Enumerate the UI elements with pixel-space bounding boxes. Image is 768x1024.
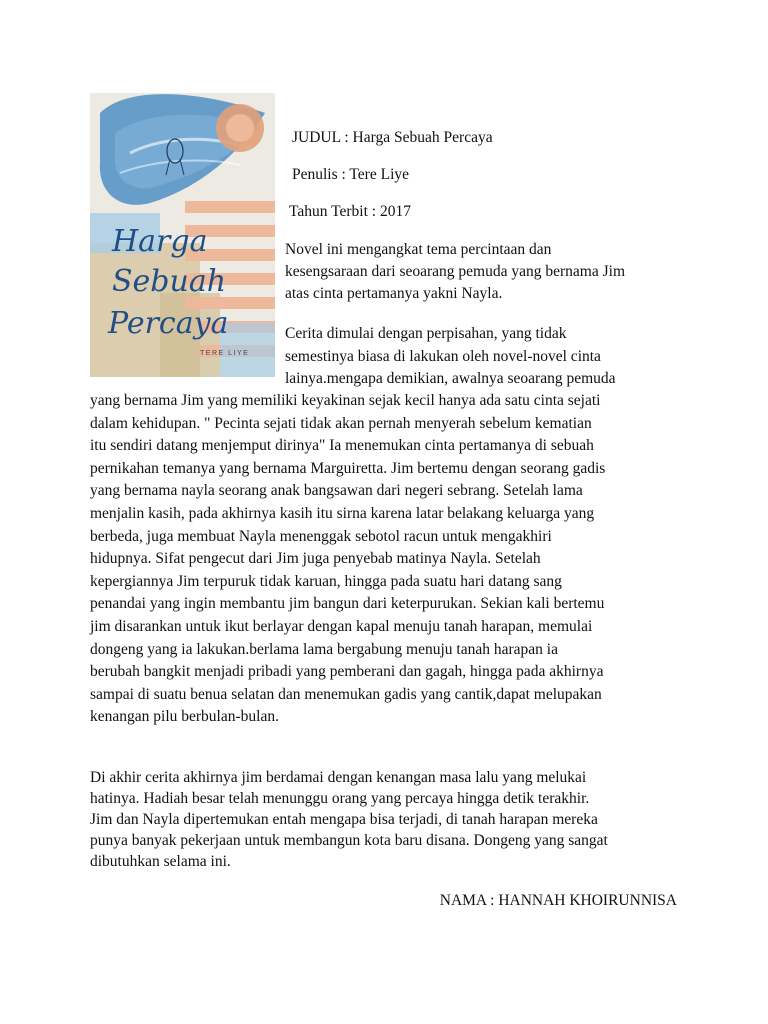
paragraph-2-line: jim disarankan untuk ikut berlayar dengan kapal menuju tanah harapan, memulai [90, 617, 593, 635]
paragraph-2-line: berbeda, juga membuat Nayla menenggak sebotol racun untuk mengakhiri [90, 527, 552, 545]
paragraph-3-line: Di akhir cerita akhirnya jim berdamai dengan kenangan masa lalu yang melukai [90, 769, 587, 786]
cover-title-line-3: Percaya [108, 306, 229, 341]
paragraph-2-indented [285, 323, 616, 391]
paragraph-2-line: Cerita dimulai dengan perpisahan, yang tidak [285, 325, 567, 342]
paragraph-1-line: kesengsaraan dari seoarang pemuda yang bernama Jim [285, 263, 626, 280]
paragraph-2-line: itu sendiri datang menjemput dirinya" Ia menemukan cinta pertamanya di sebuah [90, 437, 594, 455]
paragraph-3-line: dibutuhkan selama ini. [90, 853, 231, 870]
paragraph-3-line: Jim dan Nayla dipertemukan entah mengapa bisa terjadi, di tanah harapan mereka [90, 811, 598, 828]
paragraph-1-line: Novel ini mengangkat tema percintaan dan [285, 241, 552, 258]
paragraph-2-line: kepergiannya Jim terpuruk tidak karuan, hingga pada suatu hari datang sang [90, 572, 562, 590]
paragraph-1 [285, 239, 705, 305]
book-cover-art [90, 93, 275, 377]
paragraph-3 [90, 767, 608, 872]
paragraph-2-line: semestinya biasa di lakukan oleh novel-novel cinta [285, 347, 601, 365]
cover-title-line-2: Sebuah [112, 264, 227, 299]
paragraph-2-full [90, 390, 605, 729]
paragraph-3-line: hatinya. Hadiah besar telah menunggu orang yang percaya hingga detik terakhir. [90, 790, 590, 807]
author-signature: NAMA : HANNAH KHOIRUNNISA [439, 892, 677, 909]
cover-title-line-1: Harga [112, 224, 208, 259]
paragraph-2-line: lainya.mengapa demikian, awalnya seoarang pemuda [285, 370, 616, 387]
book-year-line: Tahun Terbit : 2017 [289, 203, 411, 220]
paragraph-3-line: punya banyak pekerjaan untuk membangun kota baru disana. Dongeng yang sangat [90, 832, 608, 849]
paragraph-2-line: pernikahan temanya yang bernama Marguiretta. Jim bertemu dengan seorang gadis [90, 459, 606, 477]
paragraph-2-line: kenangan pilu berbulan-bulan. [90, 708, 279, 726]
paragraph-2-line: sampai di suatu benua selatan dan menemukan gadis yang cantik,dapat melupakan [90, 685, 602, 703]
paragraph-1-line: atas cinta pertamanya yakni Nayla. [285, 285, 503, 302]
paragraph-2-line: berubah bangkit menjadi pribadi yang pemberani dan gagah, hingga pada akhirnya [90, 663, 604, 681]
book-title-line: JUDUL : Harga Sebuah Percaya [292, 129, 493, 146]
cover-author: TERE LIYE [200, 350, 250, 357]
paragraph-2-line: yang bernama Jim yang memiliki keyakinan sejak kecil hanya ada satu cinta sejati [90, 392, 601, 409]
paragraph-2-line: dongeng yang ia lakukan.berlama lama bergabung menuju tanah harapan ia [90, 640, 558, 658]
paragraph-2-line: dalam kehidupan. " Pecinta sejati tidak akan pernah menyerah sebelum kematian [90, 414, 592, 432]
paragraph-2-line: penandai yang ingin membantu jim bangun dari keterpurukan. Sekian kali bertemu [90, 595, 605, 613]
book-author-line: Penulis : Tere Liye [292, 166, 410, 183]
book-cover-image [90, 93, 275, 377]
paragraph-2-line: hidupnya. Sifat pengecut dari Jim juga penyebab matinya Nayla. Setelah [90, 550, 541, 568]
paragraph-2-line: menjalin kasih, pada akhirnya kasih itu sirna karena latar belakang keluarga yang [90, 504, 595, 522]
paragraph-2-line: yang bernama nayla seorang anak bangsawan dari negeri sebrang. Setelah lama [90, 482, 583, 500]
